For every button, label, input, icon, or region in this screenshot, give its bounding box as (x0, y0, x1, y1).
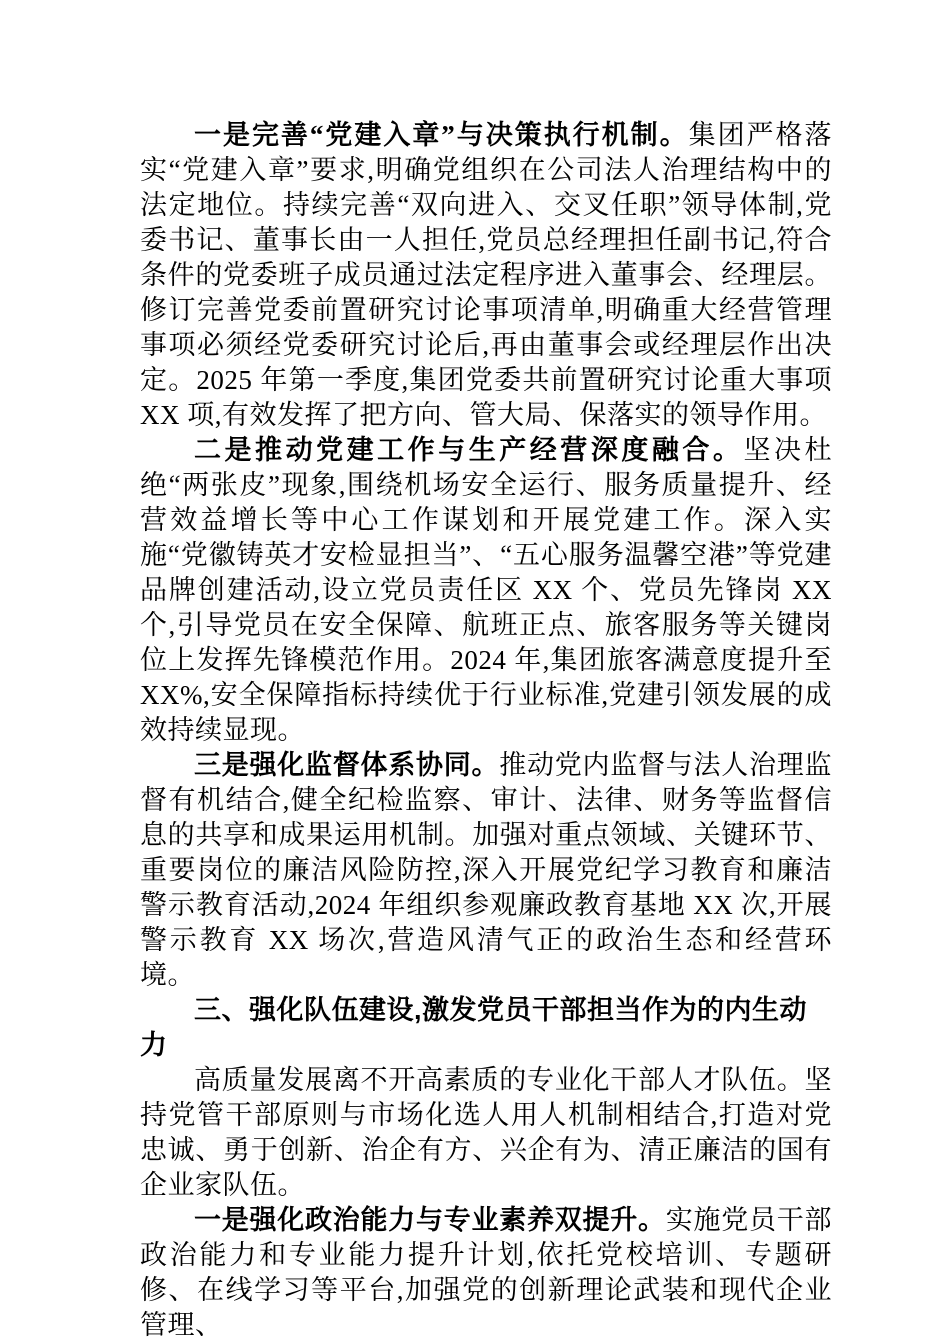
document-body (140, 118, 832, 1343)
paragraph-lead-bold: 一是完善“党建入章”与决策执行机制。 (194, 120, 689, 150)
section-heading-team-building: 三、强化队伍建设,激发党员干部担当作为的内生动力 (140, 995, 808, 1060)
paragraph-text: 实施党员干部政治能力和专业能力提升计划,依托党校培训、专题研修、在线学习等平台,加强党的创新理论武装和现代企业管理、 (140, 1205, 832, 1340)
paragraph-lead-bold: 三是强化监督体系协同。 (194, 750, 500, 780)
paragraph-lead-bold: 二是推动党建工作与生产经营深度融合。 (194, 435, 744, 465)
paragraph-deep-integration (140, 433, 832, 748)
paragraph-supervision-system (140, 748, 832, 993)
paragraph-text: 集团严格落实“党建入章”要求,明确党组织在公司法人治理结构中的法定地位。持续完善“双向进入、交叉任职”领导体制,党委书记、董事长由一人担任,党员总经理担任副书记,符合条件的党委班子成员通过法定程序进入董事会、经理层。修订完善党委前置研究讨论事项清单,明确重大经营管理事项必须经党委研究讨论后,再由董事会或经理层作出决定。2025 年第一季度,集团党委共前置研究讨论重大事项 XX 项,有效发挥了把方向、管大局、保落实的领导作用。 (140, 120, 833, 430)
paragraph-party-charter (140, 118, 832, 433)
paragraph-text: 高质量发展离不开高素质的专业化干部人才队伍。坚持党管干部原则与市场化选人用人机制相结合,打造对党忠诚、勇于创新、治企有方、兴企有为、清正廉洁的国有企业家队伍。 (140, 1065, 832, 1200)
paragraph-text: 坚决杜绝“两张皮”现象,围绕机场安全运行、服务质量提升、经营效益增长等中心工作谋划和开展党建工作。深入实施“党徽铸英才安检显担当”、“五心服务温馨空港”等党建品牌创建活动,设立党员责任区 XX 个、党员先锋岗 XX 个,引导党员在安全保障、航班正点、旅客服务等关键岗位上发挥先锋模范作用。2024 年,集团旅客满意度提升至 XX%,安全保障指标持续优于行业标准,党建引领发展的成效持续显现。 (140, 435, 833, 745)
paragraph-talent-team (140, 1063, 832, 1203)
paragraph-political-capability (140, 1203, 832, 1343)
paragraph-lead-bold: 一是强化政治能力与专业素养双提升。 (194, 1205, 666, 1235)
paragraph-text: 推动党内监督与法人治理监督有机结合,健全纪检监察、审计、法律、财务等监督信息的共享和成果运用机制。加强对重点领域、关键环节、重要岗位的廉洁风险防控,深入开展党纪学习教育和廉洁警示教育活动,2024 年组织参观廉政教育基地 XX 次,开展警示教育 XX 场次,营造风清气正的政治生态和经营环境。 (140, 750, 832, 990)
